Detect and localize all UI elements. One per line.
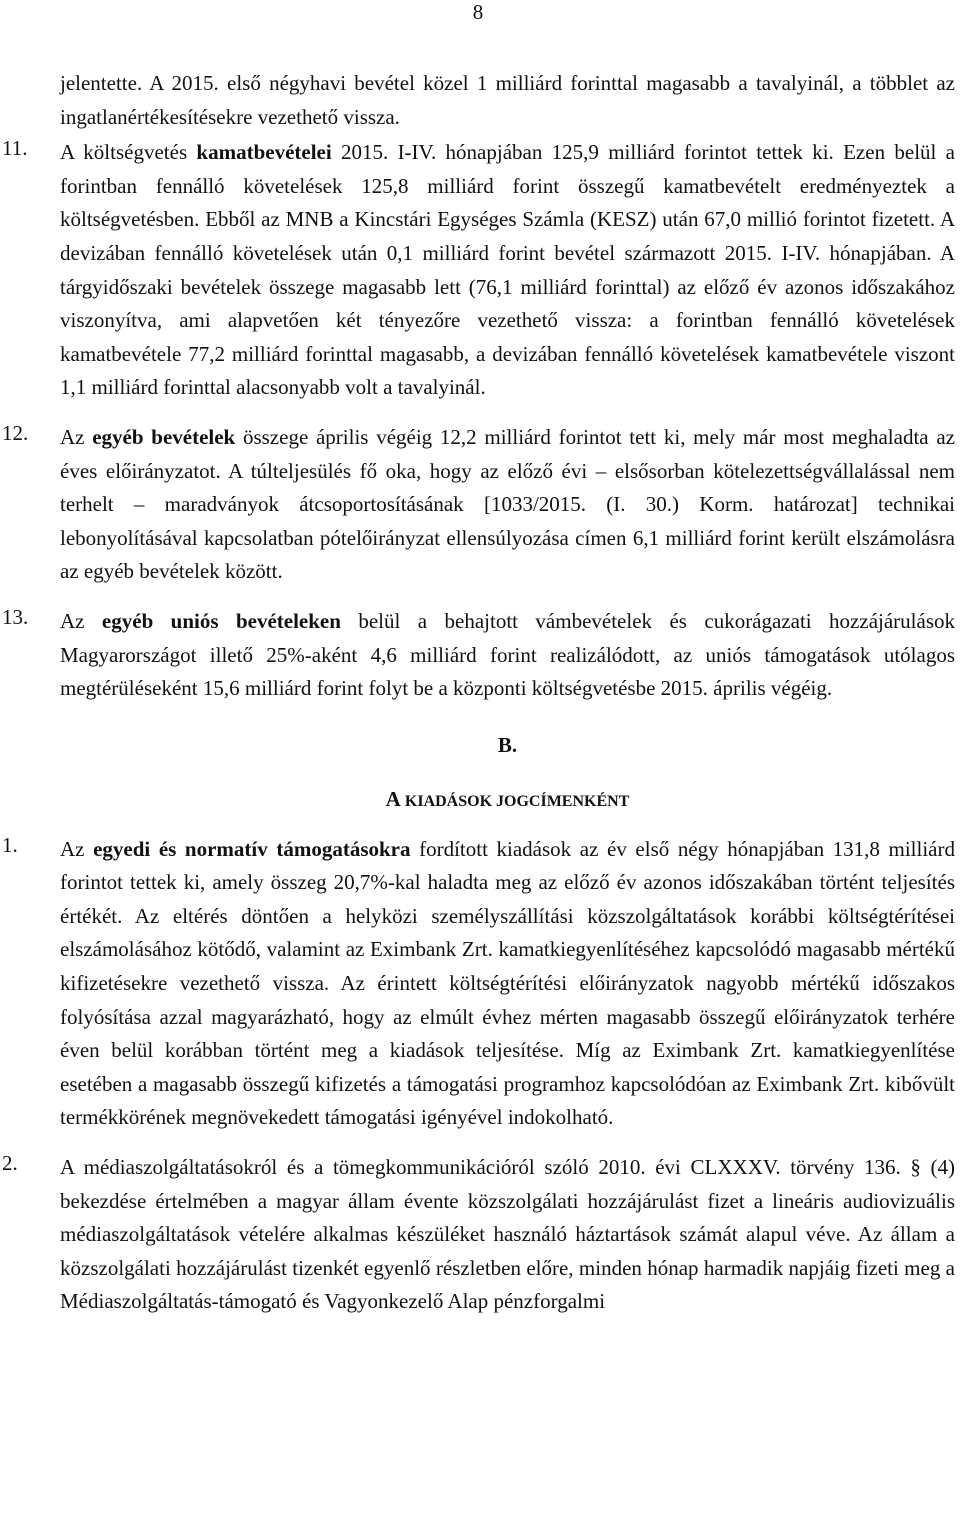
item-text xyxy=(60,136,955,405)
section-title xyxy=(60,784,955,817)
expense-item-1 xyxy=(2,832,955,1135)
item-text xyxy=(60,833,955,1135)
text-run: Az xyxy=(60,608,102,633)
item-12 xyxy=(2,420,955,589)
page-number: 8 xyxy=(472,0,484,24)
text-run: 2015. I-IV. hónapjában 125,9 milliárd forintot tettek ki. Ezen belül a forintban fennálló követelések 125,8 milliárd forint összegű kamatbevételt eredményeztek a költségvetésben. Ebből az MNB a Kincstári Egységes Számla (KESZ) után 67,0 millió forintot fizetett. A devizában fennálló követelések után 0,1 milliárd forint bevétel származott 2015. I-IV. hónapjában. A tárgyidőszaki bevételek összege magasabb lett (76,1 milliárd forinttal) az előző év azonos időszakához viszonyítva, ami alapvetően két tényezőre vezethető vissza: a forintban fennálló követelések kamatbevétele 77,2 milliárd forinttal magasabb, a devizában fennálló követelések kamatbevétele viszont 1,1 milliárd forinttal alacsonyabb volt a tavalyinál. xyxy=(60,140,955,400)
section-letter: B. xyxy=(497,732,518,757)
emphasis: egyéb uniós bevételeken xyxy=(101,608,341,633)
item-text xyxy=(60,421,955,589)
item-text: A médiaszolgáltatásokról és a tömegkommunikációról szóló 2010. évi CLXXXV. törvény 136. § (4) bekezdése értelmében a magyar állam évente közszolgálati hozzájárulást fizet a lineáris audiovizuális médiaszolgáltatások vételére alkalmas készüléket használó háztartások számát alapul véve. Az állam a közszolgálati hozzájárulást tizenkét egyenlő részletben előre, minden hónap harmadik napjáig fizeti meg a Médiaszolgáltatás-támogató és Vagyonkezelő Alap pénzforgalmi xyxy=(60,1155,955,1314)
item-number: 2. xyxy=(2,1151,18,1176)
text-run: Az xyxy=(60,424,93,449)
item-13 xyxy=(2,604,955,706)
text-run: belül a behajtott vámbevételek és cukorágazati hozzájárulások Magyarországot illető 25%-aként 4,6 milliárd forint realizálódott, az uniós támogatások utólagos megtérüléseként 15,6 milliárd forint folyt be a központi költségvetésbe 2015. április végéig. xyxy=(60,608,955,701)
item-number: 11. xyxy=(2,136,28,161)
item-text xyxy=(60,605,955,706)
item-number: 1. xyxy=(2,832,18,857)
item-number: 12. xyxy=(2,420,29,445)
section-title-rest: KIADÁSOK JOGCÍMENKÉNT xyxy=(404,792,630,810)
document-body xyxy=(2,67,955,1319)
expense-item-2 xyxy=(2,1151,955,1319)
emphasis: egyéb bevételek xyxy=(92,424,236,449)
text-run: Az xyxy=(60,836,94,861)
paragraph-continuation: jelentette. A 2015. első négyhavi bevétel közel 1 milliárd forinttal magasabb a tavalyinál, a többlet az ingatlanértékesítésekre vezethető vissza. xyxy=(60,71,955,129)
section-title-initial: A xyxy=(385,786,405,811)
text-run: összege április végéig 12,2 milliárd forintot tett ki, mely már most meghaladta az éves előirányzatot. A túlteljesülés fő oka, hogy az előző évi – elsősorban kötelezettségvállalással nem terhelt – maradványok átcsoportosításának [1033/2015. (I. 30.) Korm. határozat] technikai lebonyolításával kapcsolatban pótelőirányzat ellensúlyozása címen 6,1 milliárd forint került elszámolásra az egyéb bevételek között. xyxy=(60,424,955,584)
text-run: A költségvetés xyxy=(60,140,197,165)
item-11 xyxy=(2,136,955,405)
emphasis: egyedi és normatív támogatásokra xyxy=(93,836,411,861)
text-run: fordított kiadások az év első négy hónapjában 131,8 milliárd forintot tettek ki, amely összeg 20,7%-kal haladta meg az előző év azonos időszakában történt teljesítés értékét. Az eltérés döntően a helyközi személyszállítási közszolgáltatások korábbi költségtérítései elszámolásához kötődő, valamint az Eximbank Zrt. kamatkiegyenlítéséhez kapcsolódó magasabb mértékű kifizetésekre vezethető vissza. Az érintett költségtérítési előirányzatok nagyobb mértékű időszakos folyósítása azzal magyarázható, hogy az elmúlt évhez mérten magasabb összegű előirányzatok terhére éven belül korábban történt meg a kiadások teljesítése. Míg az Eximbank Zrt. kamatkiegyenlítése esetében a magasabb összegű kifizetés a támogatási programhoz kapcsolódóan az Eximbank Zrt. kibővült termékkörének megnövekedett támogatási igényével indokolható. xyxy=(60,836,955,1130)
emphasis: kamatbevételei xyxy=(196,140,332,165)
item-number: 13. xyxy=(2,604,29,629)
